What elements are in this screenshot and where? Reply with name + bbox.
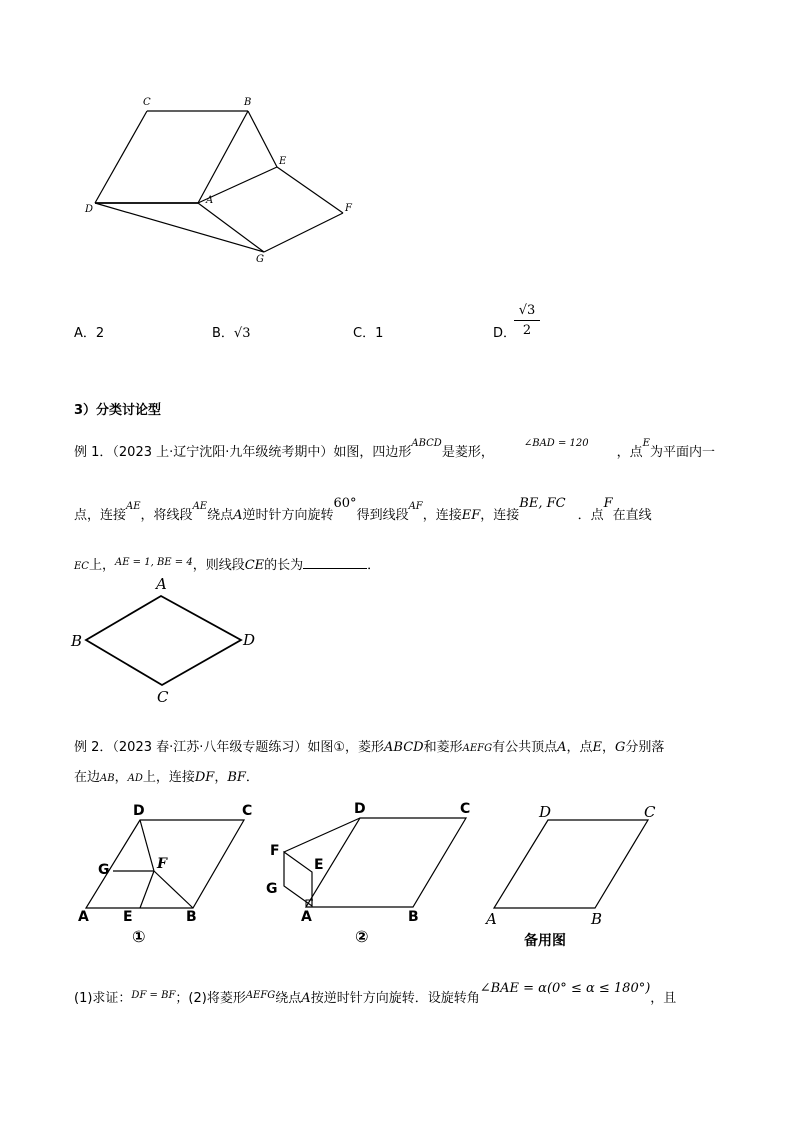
fig5-label-a: A (486, 910, 497, 928)
fig3-label-c: C (242, 803, 253, 819)
ex1-l1-text-b: 是菱形， (441, 445, 494, 460)
ex1-l3-text-a: 上， (88, 558, 115, 573)
fig4-label-a: A (301, 909, 312, 925)
ex2-l2-math-ad: AD (127, 773, 143, 784)
fig5-label-c: C (644, 803, 656, 821)
ex1-l2-text-i: 在直线 (612, 508, 652, 523)
option-d-numerator: √3 (514, 303, 540, 321)
ex1-l2-math-a: A (233, 508, 243, 523)
q-math-a: A (301, 991, 311, 1006)
ex2-l1-math-aefg: AEFG (462, 743, 493, 754)
ex2-l1-text-b: 和菱形 (423, 740, 463, 755)
option-d-denominator: 2 (522, 323, 532, 338)
ex2-l2-math-ab: AB (100, 773, 115, 784)
ex1-l2-text-g: ，连接 (480, 508, 520, 523)
fig1-label-f: F (345, 203, 352, 214)
ex1-l2-text-d: 逆时针方向旋转 (242, 508, 334, 523)
q-math-angle: ∠BAE = α(0° ≤ α ≤ 180°) (479, 981, 651, 996)
ex1-l2-math-ef: EF (461, 508, 481, 523)
fig2-label-b: B (71, 632, 83, 650)
option-c-value: 1 (375, 326, 384, 341)
option-c-prefix: C． (353, 326, 376, 341)
fig3-label-g: G (98, 862, 110, 878)
q-text-c: 绕点 (275, 991, 302, 1006)
section-3-title: 3）分类讨论型 (74, 403, 162, 418)
ex1-l2-math-ae: AE (126, 501, 141, 512)
ex1-l2-text-e: 得到线段 (356, 508, 409, 523)
ex1-l3-math-ce: CE (244, 558, 265, 573)
fig1-label-a: A (206, 195, 214, 206)
q-text-b: ；(2)将菱形 (175, 991, 246, 1006)
q-text-a: (1)求证： (74, 991, 132, 1006)
fig1-label-e: E (279, 156, 287, 167)
ex1-l2-math-60: 60° (333, 496, 357, 511)
ex1-l3-text-c: 的长为 (264, 558, 304, 573)
fig4-label-c: C (460, 801, 471, 817)
ex1-l1-text-a: 例 1．（2023 上·辽宁沈阳·九年级统考期中）如图，四边形 (74, 445, 412, 460)
ex1-l2-text-h: ．点 (577, 508, 604, 523)
ex1-l1-text-c: ，点 (616, 445, 643, 460)
q-math-df-bf: DF = BF (131, 990, 176, 1001)
ex1-l3-text-b: ，则线段 (192, 558, 245, 573)
ex1-l2-math-af: AF (408, 501, 423, 512)
fig5-label-b: B (591, 910, 603, 928)
fig4-label-f: F (270, 843, 280, 859)
ex1-l2-text-b: ，将线段 (140, 508, 193, 523)
fig5-caption: 备用图 (524, 933, 566, 949)
ex1-l3-math-ae-be: AE = 1, BE = 4 (114, 557, 193, 568)
ex1-l3-text-d: ． (367, 558, 381, 573)
fig1-label-d: D (85, 204, 94, 215)
fig1-label-b: B (244, 97, 252, 108)
ex1-l1-math-e: E (642, 438, 650, 449)
fig3-label-e: E (123, 909, 133, 925)
fig2-label-d: D (243, 631, 256, 649)
fig1-label-c: C (143, 97, 151, 108)
fig4-caption: ② (355, 927, 369, 946)
fig2-label-a: A (156, 575, 167, 593)
ex1-l2-math-ae-2: AE (192, 501, 208, 512)
fig3-label-f: F (157, 856, 167, 872)
q-text-d: 按逆时针方向旋转．设旋转角 (310, 991, 480, 1006)
ex1-l1-text-d: 为平面内一 (649, 445, 715, 460)
ex1-l2-math-f: F (603, 496, 613, 511)
ex2-l1-text-e: ， (602, 740, 616, 755)
ex1-l2-text-c: 绕点 (207, 508, 234, 523)
fig3-caption: ① (132, 927, 146, 946)
fig3-label-d: D (133, 803, 145, 819)
ex2-l1-text-d: ，点 (566, 740, 593, 755)
fig1-label-g: G (256, 254, 264, 265)
question-line (74, 981, 677, 1006)
ex1-l2-text-f: ，连接 (422, 508, 462, 523)
fig4-label-e: E (314, 857, 324, 873)
fig5-label-d: D (539, 803, 552, 821)
option-a-value: 2 (95, 326, 105, 341)
ex2-l2-math-bf: BF (227, 770, 246, 785)
q-math-aefg: AEFG (245, 990, 276, 1001)
fig3-label-a: A (78, 909, 89, 925)
ex2-l2-text-b: ， (114, 770, 128, 785)
ex2-l1-math-abcd: ABCD (384, 740, 424, 755)
ex1-l1-math-abcd: ABCD (411, 438, 442, 449)
ex1-l3-math-ec: EC (74, 561, 89, 572)
ex2-l1-math-a: A (557, 740, 567, 755)
option-a-prefix: A． (74, 326, 96, 341)
ex2-l1-text-f: 分别落 (625, 740, 665, 755)
option-b-value: √3 (233, 326, 251, 341)
fig4-label-b: B (408, 909, 419, 925)
ex2-l1-text-a: 例 2．（2023 春·江苏·八年级专题练习）如图①，菱形 (74, 740, 385, 755)
option-d-prefix: D． (493, 326, 517, 341)
ex1-l2-text-a: 点，连接 (74, 508, 127, 523)
ex1-l2-math-befc: BE, FC (519, 496, 566, 511)
ex2-l2-text-c: 上，连接 (142, 770, 195, 785)
ex2-l2-math-df: DF (194, 770, 215, 785)
ex1-l1-math-angle: ∠BAD = 120 (523, 438, 589, 449)
ex2-l2-text-d: ， (214, 770, 228, 785)
q-text-e: ，且 (650, 991, 677, 1006)
fig4-label-g: G (266, 881, 278, 897)
ex2-l1-math-e: E (592, 740, 602, 755)
fig3-label-b: B (186, 909, 197, 925)
ex2-l2-text-a: 在边 (74, 770, 101, 785)
ex2-l1-text-c: 有公共顶点 (492, 740, 558, 755)
ex2-l1-math-g: G (615, 740, 626, 755)
fig4-label-d: D (354, 801, 366, 817)
ex2-l2-text-e: ． (245, 770, 259, 785)
fig2-label-c: C (157, 688, 169, 706)
option-b-prefix: B． (212, 326, 234, 341)
